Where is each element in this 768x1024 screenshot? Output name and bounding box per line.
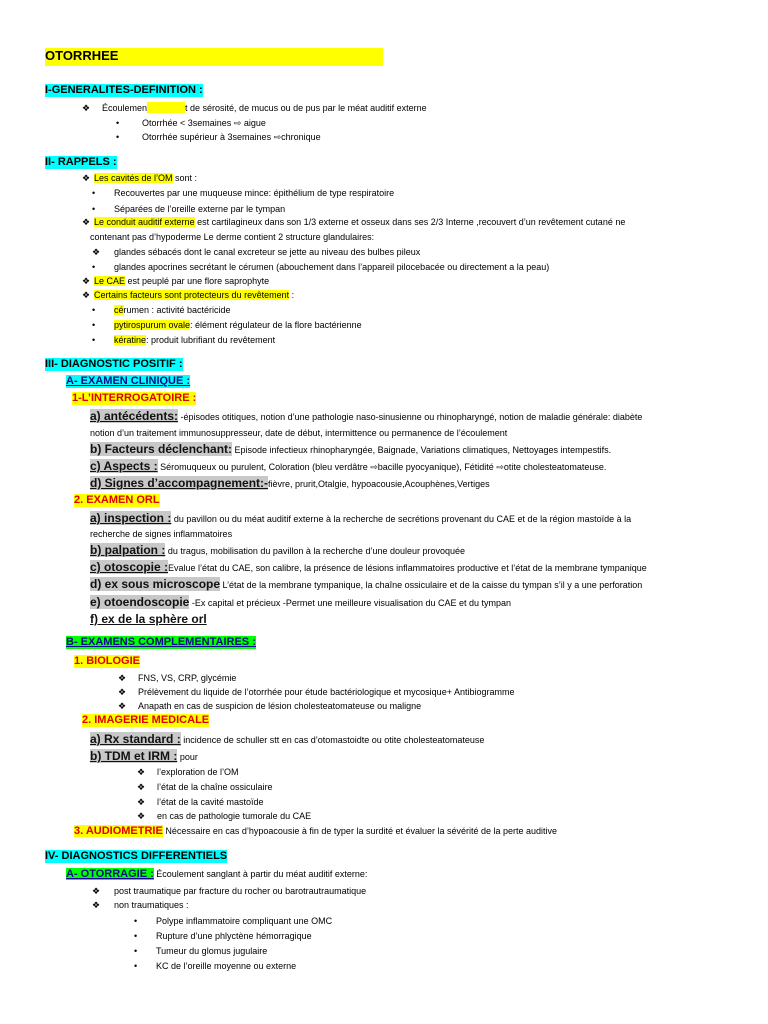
list-item: • pytirospurum ovale: élément régulateur de la flore bactérienne <box>92 320 362 330</box>
list-item: • cérumen : activité bactéricide <box>92 305 231 315</box>
list-item: • Otorrhée supérieur à 3semaines ⇨chronique <box>116 132 321 142</box>
dot-bullet-icon: • <box>116 132 120 142</box>
diamond-bullet-icon: ❖ <box>118 687 127 697</box>
clinical-item: e) otoendoscopie -Ex capital et précieux -Permet une meilleure visualisation du CAE et du tympan <box>90 595 511 609</box>
dot-bullet-icon: • <box>134 931 138 941</box>
dot-bullet-icon: • <box>92 335 96 345</box>
list-item: • Tumeur du glomus jugulaire <box>134 946 268 956</box>
clinical-item: a) inspection : du pavillon ou du méat auditif externe à la recherche de secrétions provenant du CAE et de la région mastoïde à la <box>90 511 632 525</box>
list-item: • KC de l’oreille moyenne ou externe <box>134 961 297 971</box>
subsection-heading: 2. EXAMEN ORL <box>74 494 160 506</box>
list-item: ❖ Les cavités de l’OM sont : <box>82 173 198 183</box>
diamond-bullet-icon: ❖ <box>82 217 91 227</box>
list-item: ❖ post traumatique par fracture du rocher ou barotrautraumatique <box>92 886 367 896</box>
dot-bullet-icon: • <box>92 305 96 315</box>
dot-bullet-icon: • <box>92 188 96 198</box>
section-heading: I-GENERALITES-DEFINITION : <box>45 84 203 96</box>
diamond-bullet-icon: ❖ <box>82 290 91 300</box>
clinical-item: a) Rx standard : incidence de schuller stt en cas d’otomastoidte ou otite cholesteatomateuse <box>90 732 485 746</box>
subsection-heading: 2. IMAGERIE MEDICALE <box>82 714 210 726</box>
list-item: • Séparées de l’oreille externe par le tympan <box>92 204 286 214</box>
clinical-item: b) Facteurs déclenchant: Episode infectieux rhinopharyngée, Baignade, Variations climatiques, Nettoyages intempestifs. <box>90 442 612 456</box>
list-item: ❖ en cas de pathologie tumorale du CAE <box>137 811 312 821</box>
section-heading: IV- DIAGNOSTICS DIFFERENTIELS <box>45 850 228 862</box>
clinical-item: b) TDM et IRM : pour <box>90 749 198 763</box>
diamond-bullet-icon: ❖ <box>137 811 146 821</box>
clinical-item: c) Aspects : Séromuqueux ou purulent, Coloration (bleu verdâtre ⇨bacille pyocyanique), Fétidité ⇨otite cholesteatomateuse. <box>90 459 607 473</box>
paragraph-continuation: contenant pas d’hypoderme Le derme contient 2 structure glandulaires: <box>90 232 375 242</box>
list-item: • glandes apocrines secrétant le cérumen (abouchement dans l’appareil pilocebacée ou directement a la peau) <box>92 262 550 272</box>
list-item: ❖ Anapath en cas de suspicion de lésion cholesteatomateuse ou maligne <box>118 701 422 711</box>
subsection-heading: 1-L’INTERROGATOIRE : <box>72 392 197 404</box>
list-item: ❖ Le conduit auditif externe est cartilagineux dans son 1/3 externe et osseux dans ses 2/3 Interne ,recouvert d’un revêtement cutané ne <box>82 217 626 227</box>
dot-bullet-icon: • <box>134 946 138 956</box>
list-item: ❖ Certains facteurs sont protecteurs du revêtement : <box>82 290 295 300</box>
clinical-item: a) antécédents: -épisodes otitiques, notion d’une pathologie naso-sinusienne ou rhinopharyngé, notion de maladie générale: diabète <box>90 409 643 423</box>
list-item: ❖ Écoulemen t de sérosité, de mucus ou de pus par le méat auditif externe <box>82 103 427 113</box>
list-item: • Recouvertes par une muqueuse mince: épithélium de type respiratoire <box>92 188 395 198</box>
list-item: ❖ l’exploration de l’OM <box>137 767 239 777</box>
section-heading: III- DIAGNOSTIC POSITIF : <box>45 358 183 370</box>
diamond-bullet-icon: ❖ <box>92 247 101 257</box>
list-item: ❖ FNS, VS, CRP, glycémie <box>118 673 237 683</box>
subsection-heading: A- EXAMEN CLINIQUE : <box>66 375 191 387</box>
list-item: ❖ l’état de la cavité mastoïde <box>137 797 264 807</box>
clinical-item: d) ex sous microscope L’état de la membrane tympanique, la chaîne ossiculaire et de la caisse du tympan s’il y a une perforation <box>90 577 643 591</box>
dot-bullet-icon: • <box>116 118 120 128</box>
list-item: ❖ Le CAE est peuplé par une flore saprophyte <box>82 276 270 286</box>
subsection-heading: 1. BIOLOGIE <box>74 655 141 667</box>
list-item: • Polype inflammatoire compliquant une OMC <box>134 916 333 926</box>
clinical-item: b) palpation : du tragus, mobilisation du pavillon à la recherche d’une douleur provoquée <box>90 543 466 557</box>
clinical-item: d) Signes d’accompagnement:-fièvre, prurit,Otalgie, hypoacousie,Acouphènes,Vertiges <box>90 476 490 490</box>
list-item: ❖ non traumatiques : <box>92 900 189 910</box>
dot-bullet-icon: • <box>92 262 96 272</box>
list-item: • Otorrhée < 3semaines ⇨ aigue <box>116 118 266 128</box>
list-item: • Rupture d’une phlyctène hémorragique <box>134 931 312 941</box>
diamond-bullet-icon: ❖ <box>137 767 146 777</box>
diamond-bullet-icon: ❖ <box>92 886 101 896</box>
highlight-gap <box>147 102 185 113</box>
list-item: • kératine: produit lubrifiant du revêtement <box>92 335 276 345</box>
dot-bullet-icon: • <box>92 320 96 330</box>
diamond-bullet-icon: ❖ <box>137 782 146 792</box>
section-heading: II- RAPPELS : <box>45 156 117 168</box>
diamond-bullet-icon: ❖ <box>92 900 101 910</box>
paragraph-continuation: recherche de signes inflammatoires <box>90 529 233 539</box>
diamond-bullet-icon: ❖ <box>82 103 91 113</box>
diamond-bullet-icon: ❖ <box>82 173 91 183</box>
clinical-item: 3. AUDIOMETRIE Nécessaire en cas d’hypoacousie à fin de typer la surdité et évaluer la sévérité de la perte auditive <box>74 825 558 837</box>
paragraph-continuation: notion d’un traitement immunosuppresseur, date de début, intermittence ou permanence de l’écoulement <box>90 428 508 438</box>
clinical-item: f) ex de la sphère orl <box>90 612 207 626</box>
clinical-item: A- OTORRAGIE : Écoulement sanglant à partir du méat auditif externe: <box>66 868 368 880</box>
list-item: ❖ glandes sébacés dont le canal excreteur se jette au niveau des bulbes pileux <box>92 247 421 257</box>
dot-bullet-icon: • <box>92 204 96 214</box>
subsection-heading: B- EXAMENS COMPLEMENTAIRES : <box>66 636 256 648</box>
dot-bullet-icon: • <box>134 916 138 926</box>
diamond-bullet-icon: ❖ <box>118 701 127 711</box>
diamond-bullet-icon: ❖ <box>137 797 146 807</box>
clinical-item: c) otoscopie :Evalue l’état du CAE, son calibre, la présence de lésions inflammatoires productive et l’état de la membrane tympanique <box>90 560 647 574</box>
diamond-bullet-icon: ❖ <box>118 673 127 683</box>
list-item: ❖ Prélèvement du liquide de l’otorrhée pour étude bactériologique et mycosique+ Antibiogramme <box>118 687 515 697</box>
list-item: ❖ l’état de la chaîne ossiculaire <box>137 782 273 792</box>
dot-bullet-icon: • <box>134 961 138 971</box>
page-title <box>45 48 383 66</box>
title-text: OTORRHEE <box>45 48 119 63</box>
diamond-bullet-icon: ❖ <box>82 276 91 286</box>
